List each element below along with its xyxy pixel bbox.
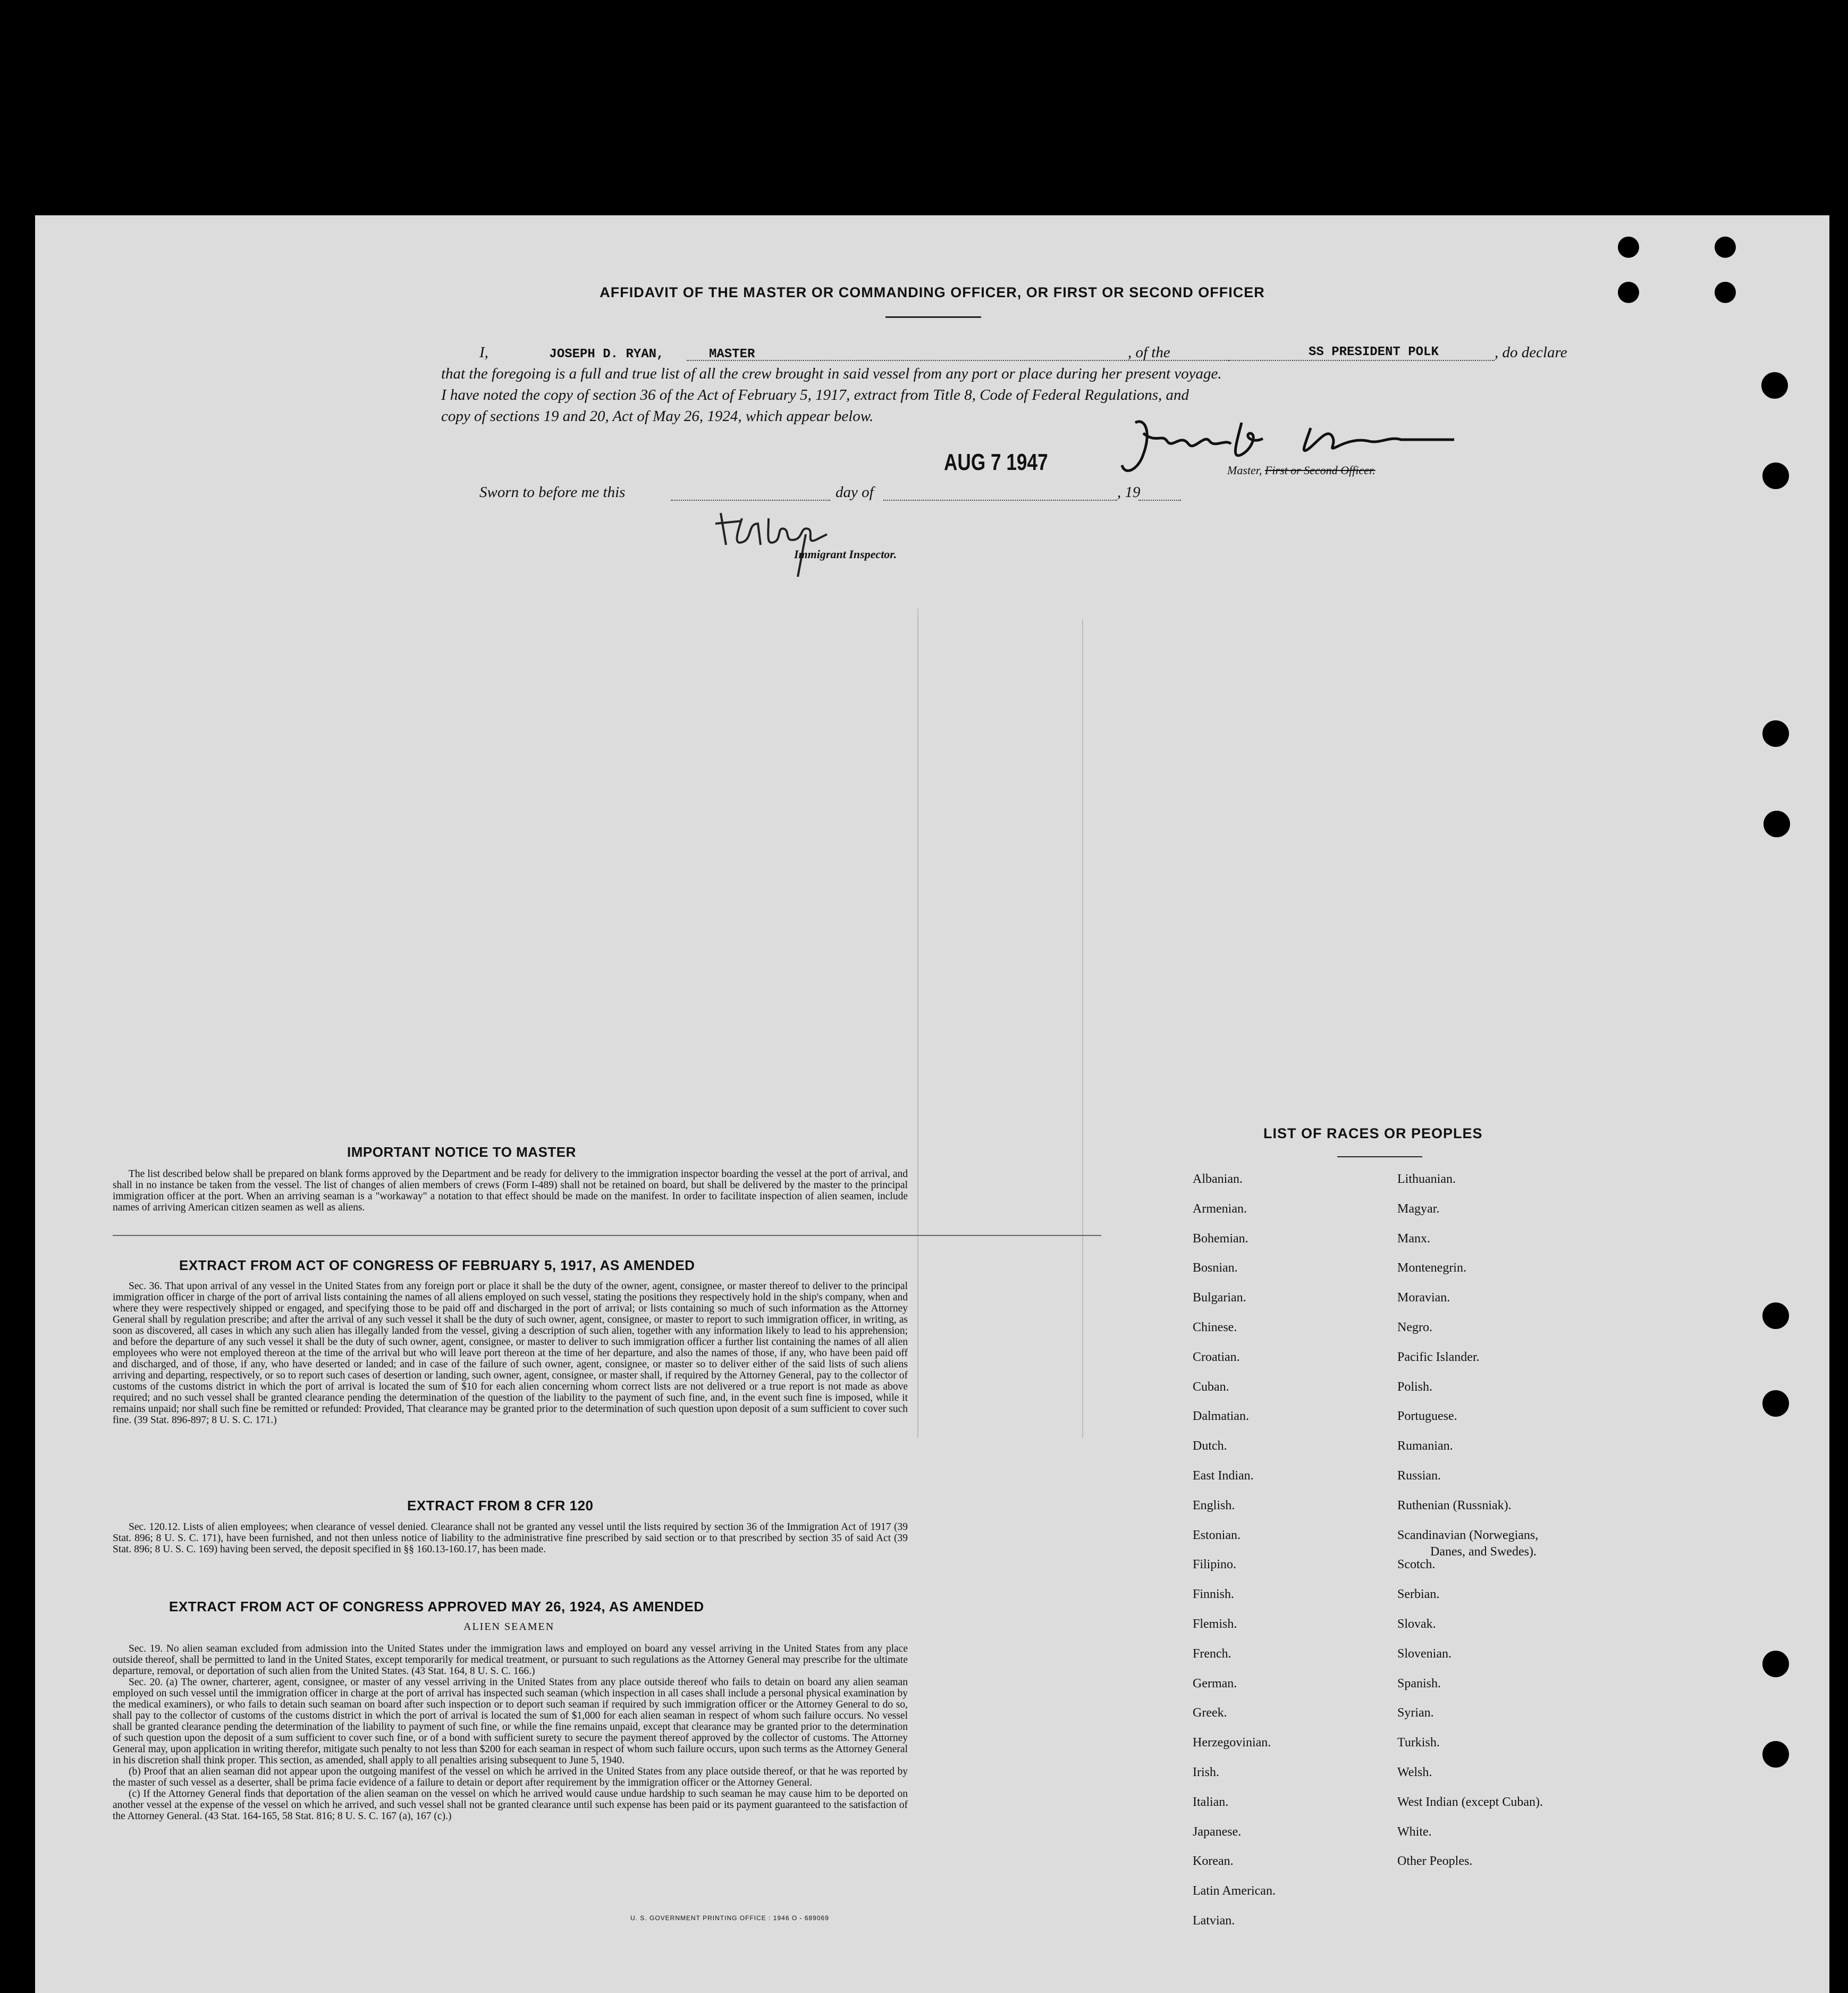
- punch-hole: [1762, 1390, 1789, 1417]
- year-prefix: , 19: [1117, 484, 1141, 501]
- race-item: Magyar.: [1397, 1201, 1440, 1216]
- race-item: French.: [1193, 1646, 1231, 1661]
- sec20a-text: Sec. 20. (a) The owner, charterer, agent, consignee, or master of any vessel arriving in the United States from any place outside thereof who fails to detain on board any alien seaman employed on such vessel until the immigration officer in charge at the port of arrival has inspected such seaman (which inspection in all cases shall include a personal physical examination by the medical examiners), or who fails to detain such seaman on board after such inspection or to deport such seaman if required by such immigration officer or the Attorney General to do so, shall pay to the collector of customs of the customs district in which the port of arrival is located the sum of $1,000 for each alien seaman in respect of whom such failure occurs. No vessel shall be granted clearance pending the determination of the liability to payment of such fine, or while the fine remains unpaid, except that clearance may be granted prior to the determination of such question upon the deposit of a sum sufficient to cover such fine, or of a bond with sufficient surety to secure the payment thereof approved by the collector of customs. The Attorney General may, upon application in writing therefor, mitigate such penalty to not less than $200 for each seaman in respect of whom such failure occurs, upon such terms as the Attorney General in his discretion shall think proper. This section, as amended, shall apply to all penalties arising subsequent to June 5, 1940.: [113, 1677, 908, 1766]
- extract-cfr-body: [113, 1521, 908, 1555]
- sec120-text: Sec. 120.12. Lists of alien employees; when clearance of vessel denied. Clearance shall not be granted any vessel until the lists required by section 36 of the Immigration Act of 1917 (39 Stat. 896; 8 U. S. C. 171), have been furnished, and not then unless notice of liability to the administrative fine prescribed by said section or to that prescribed by section 35 of said Act (39 Stat. 896; 8 U. S. C. 169) having been served, the deposit specified in §§ 160.13-160.17, has been made.: [113, 1521, 908, 1555]
- punch-hole: [1762, 1741, 1789, 1768]
- bleed-line: [1082, 619, 1083, 1438]
- sec20b-text: (b) Proof that an alien seaman did not appear upon the outgoing manifest of the vessel on which he arrived in the United States from any place outside thereof, or that he was reported by the master of such vessel as a deserter, shall be prima facie evidence of a failure to detain or deport after requirement by the immigration officer or the Attorney General.: [113, 1766, 908, 1788]
- struck-officer-text: First or Second Officer.: [1264, 464, 1376, 477]
- alien-seamen-subtitle: ALIEN SEAMEN: [463, 1621, 555, 1633]
- punch-hole: [1763, 811, 1790, 837]
- race-item: Flemish.: [1193, 1617, 1237, 1631]
- race-item: Filipino.: [1193, 1558, 1237, 1572]
- race-item: Estonian.: [1193, 1528, 1241, 1542]
- race-item: Latin American.: [1193, 1884, 1276, 1898]
- races-title: LIST OF RACES OR PEOPLES: [1263, 1125, 1483, 1141]
- notice-separator: [113, 1235, 1101, 1236]
- race-item: Rumanian.: [1397, 1439, 1453, 1453]
- race-item: Syrian.: [1397, 1706, 1434, 1720]
- master-caption: [1227, 464, 1376, 477]
- vessel-name: SS PRESIDENT POLK: [1309, 345, 1439, 359]
- race-item: Italian.: [1193, 1795, 1229, 1809]
- extract-cfr-title: EXTRACT FROM 8 CFR 120: [407, 1498, 594, 1513]
- notice-text: The list described below shall be prepared on blank forms approved by the Department and be ready for delivery to the immigration inspector boarding the vessel at the port of arrival, and shall in no instance be taken from the vessel. The list of changes of alien members of crews (Form I-489) shall not be retained on board, but shall be delivered by the master to the principal immigration officer at the port. When an arriving seaman is a "workaway" a notation to that effect should be made on the manifest. In order to facilitate inspection of alien seamen, include names of arriving American citizen seamen as well as aliens.: [113, 1168, 908, 1213]
- do-declare-text: , do declare: [1495, 344, 1567, 361]
- race-item: English.: [1193, 1498, 1235, 1512]
- race-item: Russian.: [1397, 1469, 1441, 1483]
- punch-hole: [1715, 237, 1736, 258]
- race-item: Albanian.: [1193, 1172, 1243, 1186]
- race-item: Bohemian.: [1193, 1231, 1248, 1246]
- punch-hole: [1762, 462, 1789, 489]
- punch-hole: [1762, 1651, 1789, 1677]
- race-item: Moravian.: [1397, 1291, 1450, 1305]
- races-title-rule: [1337, 1156, 1422, 1157]
- race-item: Manx.: [1397, 1231, 1430, 1246]
- race-item: Portuguese.: [1397, 1409, 1457, 1424]
- race-item: Negro.: [1397, 1321, 1432, 1334]
- affidavit-line-1: [479, 344, 1585, 361]
- race-item: Korean.: [1193, 1854, 1234, 1869]
- extract-1924-title: EXTRACT FROM ACT OF CONGRESS APPROVED MAY 26, 1924, AS AMENDED: [169, 1599, 704, 1614]
- race-item: Dalmatian.: [1193, 1409, 1249, 1424]
- extract-1924-body: [113, 1643, 908, 1822]
- race-item: Armenian.: [1193, 1201, 1247, 1216]
- document-page: [35, 215, 1829, 1993]
- affidavit-title: AFFIDAVIT OF THE MASTER OR COMMANDING OFFICER, OR FIRST OR SECOND OFFICER: [600, 284, 1265, 300]
- affidavit-line-3: I have noted the copy of section 36 of the Act of February 5, 1917, extract from Title 8, Code of Federal Regulations, and: [441, 386, 1189, 403]
- master-caption-prefix: Master,: [1227, 464, 1262, 477]
- race-item: Irish.: [1193, 1765, 1219, 1779]
- title-rule: [885, 316, 981, 318]
- race-item: East Indian.: [1193, 1469, 1254, 1483]
- punch-hole: [1762, 720, 1789, 747]
- race-item: Spanish.: [1397, 1676, 1441, 1691]
- race-item: Serbian.: [1397, 1587, 1440, 1602]
- extract-1917-title: EXTRACT FROM ACT OF CONGRESS OF FEBRUARY 5, 1917, AS AMENDED: [179, 1257, 695, 1273]
- of-the-text: , of the: [1128, 344, 1170, 361]
- day-of-text: day of: [836, 484, 874, 501]
- sworn-line: [479, 484, 1287, 501]
- officer-name: JOSEPH D. RYAN,: [549, 347, 664, 361]
- race-item: Dutch.: [1193, 1439, 1227, 1453]
- race-item: Finnish.: [1193, 1587, 1235, 1602]
- race-item: Bosnian.: [1193, 1261, 1238, 1275]
- race-item: Chinese.: [1193, 1321, 1237, 1334]
- race-item: Herzegovinian.: [1193, 1736, 1271, 1750]
- race-item: Scandinavian (Norwegians,: [1397, 1528, 1539, 1542]
- punch-hole: [1761, 372, 1788, 399]
- race-item: German.: [1193, 1676, 1237, 1691]
- sec19-text: Sec. 19. No alien seaman excluded from admission into the United States under the immigration laws and employed on board any vessel arriving in the United States from any place outside thereof, shall be permitted to land in the United States, except temporarily for medical treatment, or pursuant to such regulations as the Attorney General may prescribe for the ultimate departure, removal, or deportation of such alien from the United States. (43 Stat. 164, 8 U. S. C. 166.): [113, 1643, 908, 1677]
- race-item: Slovak.: [1397, 1617, 1436, 1631]
- race-item: Bulgarian.: [1193, 1291, 1246, 1305]
- race-item: Lithuanian.: [1397, 1172, 1456, 1186]
- officer-rank: MASTER: [708, 347, 755, 361]
- sec20c-text: (c) If the Attorney General finds that deportation of the alien seaman on the vessel on which he arrived would cause undue hardship to such seaman he may cause him to be deported on another vessel at the expense of the vessel on which he arrived, and such vessel shall not be granted clearance until such expense has been paid or its payment guaranteed to the satisfaction of the Attorney General. (43 Stat. 164-165, 58 Stat. 816; 8 U. S. C. 167 (a), 167 (c).): [113, 1788, 908, 1822]
- race-item: Montenegrin.: [1397, 1261, 1466, 1275]
- inspector-caption: Immigrant Inspector.: [794, 548, 897, 561]
- affidavit-line-4: copy of sections 19 and 20, Act of May 26, 1924, which appear below.: [441, 408, 874, 425]
- affidavit-line-2: that the foregoing is a full and true list of all the crew brought in said vessel from any port or place during her present voyage.: [441, 365, 1222, 382]
- punch-hole: [1618, 237, 1639, 258]
- race-item: Welsh.: [1397, 1765, 1432, 1779]
- race-item: Latvian.: [1193, 1914, 1235, 1928]
- race-item: Japanese.: [1193, 1824, 1242, 1839]
- race-item: West Indian (except Cuban).: [1397, 1795, 1543, 1809]
- race-item: White.: [1397, 1824, 1432, 1839]
- printing-office-footer: U. S. GOVERNMENT PRINTING OFFICE : 1946 O - 689069: [630, 1914, 829, 1922]
- race-item: Polish.: [1397, 1380, 1433, 1394]
- bleed-line: [917, 609, 918, 1438]
- race-item: Croatian.: [1193, 1350, 1240, 1364]
- date-stamp: AUG 7 1947: [944, 449, 1048, 475]
- sec36-text: Sec. 36. That upon arrival of any vessel in the United States from any foreign port or place it shall be the duty of the owner, agent, consignee, or master thereof to deliver to the principal immigration officer in charge of the port of arrival lists containing the names of all aliens employed on such vessel, stating the positions they respectively hold in the ship's company, when and where they were respectively shipped or engaged, and specifying those to be paid off and discharged in the port of arrival; or lists containing so much of such information as the Attorney General shall by regulation prescribe; and after the arrival of any such vessel it shall be the duty of such owner, agent, consignee, or master to report to such immigration officer, in writing, as soon as discovered, all cases in which any such alien has illegally landed from the vessel, giving a description of such alien, together with any information likely to lead to his apprehension; and before the departure of any such vessel it shall be the duty of such owner, agent, consignee, or master to deliver to such immigration officer a further list containing the names of all alien employees who were not employed thereon at the time of the arrival but who will leave port thereon at the time of her departure, and also the names of those, if any, who have been paid off and discharged, and of those, if any, who have deserted or landed; and in case of the failure of such owner, agent, consignee, or master so to deliver either of the said lists of such aliens arriving and departing, respectively, or so to report such cases of desertion or landing, such owner, agent, consignee, or master shall, if required by the Attorney General, pay to the collector of customs of the customs district in which the port of arrival is located the sum of $10 for each alien concerning whom correct lists are not delivered or a true report is not made as above required; and no such vessel shall be granted clearance pending the determination of the question of the liability to the payment of such fine, and, in the event such fine is imposed, while it remains unpaid; nor shall such fine be remitted or refunded: Provided, That clearance may be granted prior to the determination of such question upon deposit of a sum sufficient to cover such fine. (39 Stat. 896-897; 8 U. S. C. 171.): [113, 1281, 908, 1426]
- punch-hole: [1762, 1302, 1789, 1329]
- race-item: Scotch.: [1397, 1558, 1436, 1572]
- race-item: Other Peoples.: [1397, 1854, 1473, 1869]
- notice-body: [113, 1168, 908, 1213]
- race-item: Turkish.: [1397, 1736, 1440, 1750]
- race-item: Danes, and Swedes).: [1430, 1544, 1537, 1559]
- sworn-text: Sworn to before me this: [479, 484, 626, 501]
- extract-1917-body: [113, 1281, 908, 1426]
- race-item: Ruthenian (Russniak).: [1397, 1498, 1512, 1512]
- inspector-signature: [710, 502, 848, 577]
- affidavit-prefix: I,: [479, 344, 488, 361]
- race-item: Pacific Islander.: [1397, 1350, 1480, 1364]
- race-item: Greek.: [1193, 1706, 1227, 1720]
- notice-title: IMPORTANT NOTICE TO MASTER: [347, 1144, 576, 1160]
- race-item: Slovenian.: [1397, 1646, 1452, 1661]
- race-item: Cuban.: [1193, 1380, 1229, 1394]
